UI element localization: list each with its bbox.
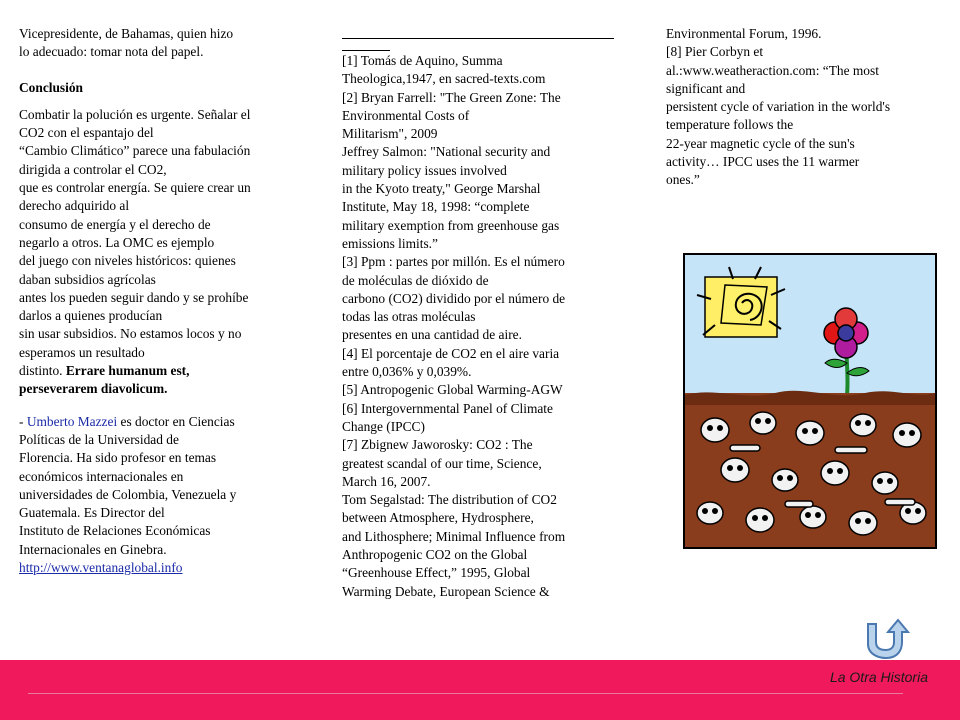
footnote-line: [5] Antropogenic Global Warming-AGW	[342, 382, 563, 398]
plain-text: distinto.	[19, 363, 66, 379]
footnote-line: and Lithosphere; Minimal Influence from	[342, 528, 566, 544]
footnote-line: Change (IPCC)	[342, 418, 425, 434]
bio-prefix: -	[19, 413, 27, 429]
footnote-line: ones.”	[666, 172, 700, 188]
text-line: económicos internacionales en	[19, 468, 184, 484]
footnote-line: greatest scandal of our time, Science,	[342, 455, 542, 471]
website-link[interactable]: http://www.ventanaglobal.info	[19, 560, 183, 576]
footnotes-continued	[666, 25, 946, 190]
section-heading: Conclusión	[19, 79, 83, 95]
footnote-line: temperature follows the	[666, 117, 794, 133]
footnote-separator-short	[342, 50, 390, 51]
author-bio	[19, 413, 309, 578]
footnote-line: [7] Zbignew Jaworosky: CO2 : The	[342, 437, 533, 453]
footnote-line: persistent cycle of variation in the world's	[666, 99, 891, 115]
sun-icon	[697, 267, 785, 337]
text-line: Políticas de la Universidad de	[19, 431, 179, 447]
footnote-line: presentes en una cantidad de aire.	[342, 327, 522, 343]
footnote-line: [4] El porcentaje de CO2 en el aire varia	[342, 345, 560, 361]
text-line	[19, 362, 309, 380]
latin-quote: Errare humanum est,	[65, 363, 190, 379]
text-line: Guatemala. Es Director del	[19, 505, 165, 521]
footnote-line: Militarism", 2009	[342, 126, 438, 142]
footnote-line: significant and	[666, 80, 746, 96]
text-line: universidades de Colombia, Venezuela y	[19, 486, 237, 502]
footnote-line: carbono (CO2) dividido por el número de	[342, 290, 566, 306]
footnote-line: “Greenhouse Effect,” 1995, Global	[342, 565, 531, 581]
footer-divider	[28, 693, 903, 694]
footnote-line: March 16, 2007.	[342, 473, 431, 489]
text-line: consumo de energía y el derecho de	[19, 216, 211, 232]
column-1	[19, 25, 309, 577]
text-line: Internacionales en Ginebra.	[19, 541, 167, 557]
text-line: Instituto de Relaciones Económicas	[19, 523, 211, 539]
footnote-line: Warming Debate, European Science &	[342, 583, 550, 599]
footnote-line: activity… IPCC uses the 11 warmer	[666, 154, 860, 170]
text-line: Vicepresidente, de Bahamas, quien hizo	[19, 26, 234, 41]
footnote-line: military exemption from greenhouse gas	[342, 217, 560, 233]
text-line: sin usar subsidios. No estamos locos y no	[19, 326, 242, 342]
footnote-line: Jeffrey Salmon: "National security and	[342, 144, 551, 160]
footnote-line: Environmental Forum, 1996.	[666, 26, 822, 41]
footnote-line: between Atmosphere, Hydrosphere,	[342, 510, 534, 526]
author-name-link[interactable]: Umberto Mazzei	[26, 413, 118, 429]
text-line: del juego con niveles históricos: quienes	[19, 253, 236, 269]
footnote-line: [8] Pier Corbyn et	[666, 44, 764, 60]
footnote-line: entre 0,036% y 0,039%.	[342, 364, 472, 380]
footnote-line: Anthropogenic CO2 on the Global	[342, 547, 528, 563]
text-line: daban subsidios agrícolas	[19, 271, 156, 287]
footnote-line: [6] Intergovernmental Panel of Climate	[342, 400, 553, 416]
column-3-footnotes	[666, 25, 946, 190]
bio-text: es doctor en Ciencias	[117, 413, 235, 429]
footnote-line: Environmental Costs of	[342, 107, 470, 123]
text-line: Combatir la polución es urgente. Señalar el	[19, 106, 251, 122]
footer-label: La Otra Historia	[829, 669, 928, 685]
footnote-line: Institute, May 18, 1998: “complete	[342, 199, 530, 215]
text-line: CO2 con el espantajo del	[19, 125, 154, 141]
text-line: derecho adquirido al	[19, 198, 130, 214]
column-2-footnotes	[342, 25, 617, 601]
footnotes-list	[342, 52, 617, 601]
footnote-line: emissions limits.”	[342, 235, 438, 251]
footnote-line: military policy issues involved	[342, 162, 507, 178]
return-arrow-icon[interactable]	[862, 618, 914, 660]
footnote-line: Theologica,1947, en sacred-texts.com	[342, 71, 546, 87]
text-line: negarlo a otros. La OMC es ejemplo	[19, 234, 215, 250]
footnote-line: [3] Ppm : partes por millón. Es el número	[342, 254, 565, 270]
sun-flower-skulls-cartoon	[683, 253, 937, 549]
text-line: lo adecuado: tomar nota del papel.	[19, 44, 204, 60]
text-line: antes los pueden seguir dando y se prohíbe	[19, 289, 249, 305]
text-line: darlos a quienes producían	[19, 308, 163, 324]
text-line: dirigida a controlar el CO2,	[19, 161, 167, 177]
footnote-separator	[342, 38, 614, 39]
text-line: esperamos un resultado	[19, 344, 145, 360]
footer-bar	[0, 660, 960, 720]
footnote-line: al.:www.weatheraction.com: “The most	[666, 62, 879, 78]
footnote-line: [1] Tomás de Aquino, Summa	[342, 53, 503, 68]
text-line: Florencia. Ha sido profesor en temas	[19, 450, 217, 466]
text-line: que es controlar energía. Se quiere crear un	[19, 180, 251, 196]
text-line	[19, 413, 309, 431]
latin-quote-end: perseverarem diavolicum.	[19, 381, 168, 397]
footnote-line: de moléculas de dióxido de	[342, 272, 489, 288]
footnote-line: todas las otras moléculas	[342, 309, 476, 325]
footnote-line: [2] Bryan Farrell: "The Green Zone: The	[342, 89, 561, 105]
text-line: “Cambio Climático” parece una fabulación	[19, 143, 251, 159]
conclusion-paragraph	[19, 106, 309, 399]
footnote-line: 22-year magnetic cycle of the sun's	[666, 135, 855, 151]
cartoon-illustration	[685, 255, 935, 547]
footnote-line: in the Kyoto treaty," George Marshal	[342, 181, 541, 197]
footnote-line: Tom Segalstad: The distribution of CO2	[342, 492, 557, 508]
